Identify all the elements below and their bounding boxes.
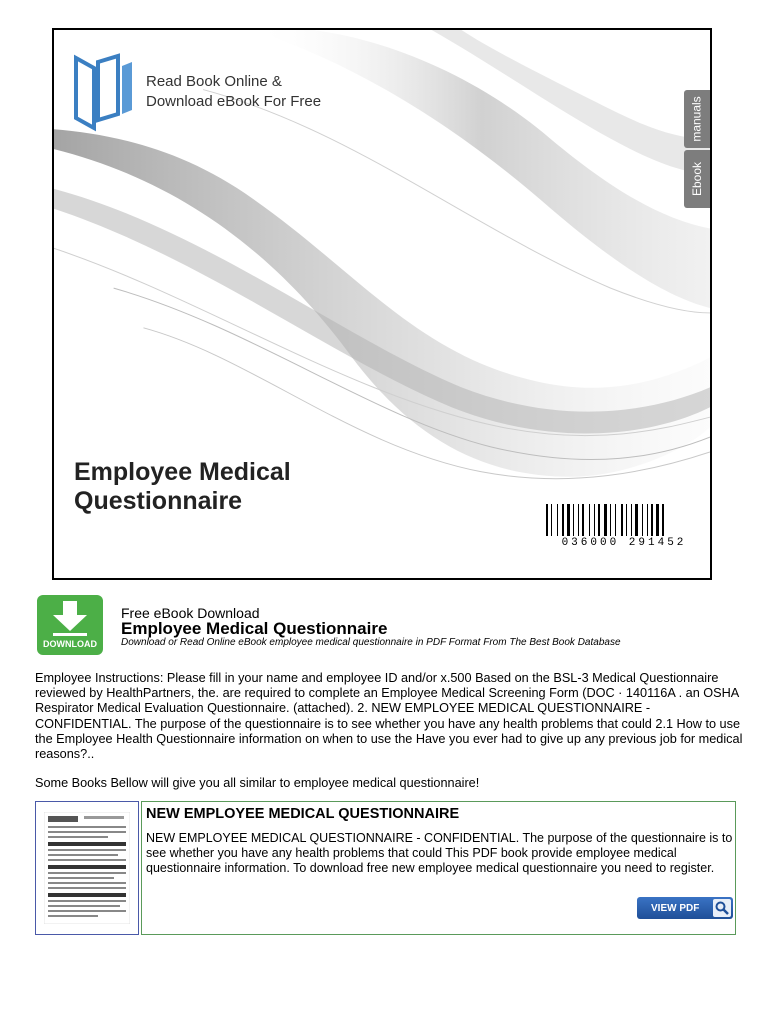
logo-line-1: Read Book Online & <box>146 73 282 90</box>
result-card <box>141 801 736 935</box>
book-cover <box>52 28 712 580</box>
download-button[interactable] <box>37 595 103 655</box>
result-title[interactable]: NEW EMPLOYEE MEDICAL QUESTIONNAIRE <box>146 806 460 822</box>
barcode-number: 036000 291452 <box>544 536 704 550</box>
logo-text <box>146 72 321 112</box>
view-pdf-label: VIEW PDF <box>651 902 700 914</box>
similar-books-text: Some Books Bellow will give you all similar to employee medical questionnaire! <box>35 776 480 790</box>
book-logo-icon <box>72 52 136 132</box>
download-arrow-icon <box>51 601 89 637</box>
result-thumbnail[interactable] <box>35 801 139 935</box>
tab-manuals-label: manuals <box>690 96 705 142</box>
tab-ebook[interactable] <box>684 150 710 208</box>
view-pdf-button[interactable] <box>637 897 733 919</box>
cover-title-line-2: Questionnaire <box>74 487 243 515</box>
page-title: Employee Medical Questionnaire <box>121 619 388 638</box>
page-subtitle: Download or Read Online eBook employee medical questionnaire in PDF Format From The Best Book Database <box>121 637 621 648</box>
tab-manuals[interactable] <box>684 90 710 148</box>
cover-title <box>74 458 291 516</box>
cover-title-line-1: Employee Medical <box>74 458 291 486</box>
free-ebook-label: Free eBook Download <box>121 605 260 621</box>
magnifier-icon <box>713 899 731 917</box>
logo-line-2: Download eBook For Free <box>146 93 322 110</box>
description-paragraph: Employee Instructions: Please fill in your name and employee ID and/or x.500 Based on the BSL-3 Medical Questionnaire reviewed by HealthPartners, the. are required to complete an Employee Medical Screening Form (DOC · 140116A . an OSHA Respirator Medical Evaluation Questionnaire. (attached). 2. NEW EMPLOYEE MEDICAL QUESTIONNAIRE - CONFIDENTIAL. The purpose of the questionnaire is to see whether you have any health problems that could 2.1 How to use the Employee Health Questionnaire information on when to use the Have you ever had to give up any previous job for medical reasons?.. <box>35 671 743 762</box>
tab-ebook-label: Ebook <box>690 161 704 197</box>
result-text: NEW EMPLOYEE MEDICAL QUESTIONNAIRE - CONFIDENTIAL. The purpose of the questionnaire is to see whether you have any health problems that could This PDF book provide employee medical questionnaire information. To download free new employee medical questionnaire you need to register. <box>146 831 733 875</box>
document-thumbnail-icon <box>44 812 130 924</box>
side-tabs <box>684 90 710 210</box>
download-label: DOWNLOAD <box>43 639 97 649</box>
